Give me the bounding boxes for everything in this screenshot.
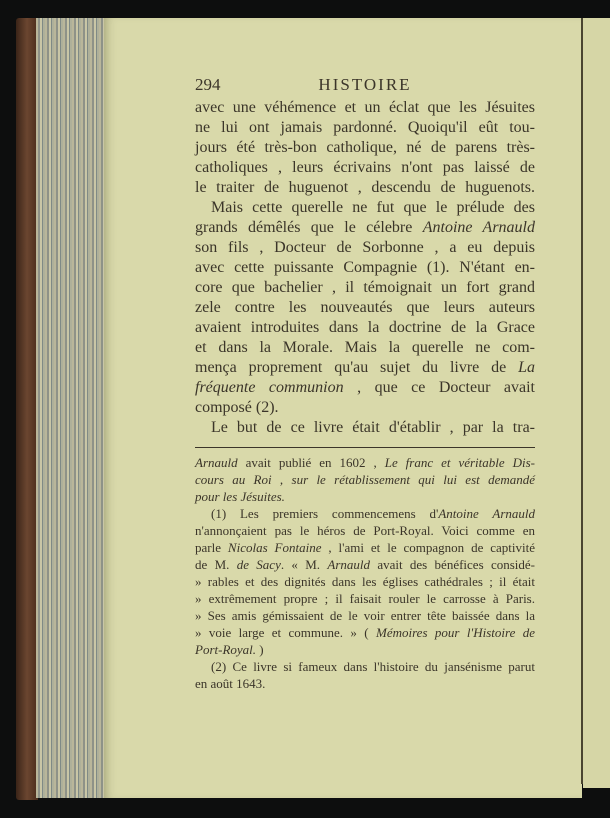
- text-segment: , que ce Docteur avait: [343, 379, 535, 396]
- text-segment: composé (2).: [195, 399, 279, 416]
- text-segment: . « M.: [280, 557, 328, 572]
- text-segment: grands démêlés que le célebre: [195, 219, 423, 236]
- text-line: [195, 418, 535, 438]
- running-title: HISTOIRE: [318, 75, 412, 94]
- text-segment: avec cette puissante Compagnie (1). N'étant en-: [195, 259, 535, 276]
- text-segment: (1) Les premiers commencemens d': [211, 506, 439, 521]
- footnote-line: [195, 505, 535, 522]
- text-segment: de M.: [195, 557, 237, 572]
- footnote-line: [195, 488, 535, 505]
- text-line: [195, 198, 535, 218]
- text-line: [195, 178, 535, 198]
- text-line: [195, 138, 535, 158]
- italic-text: cours au Roi , sur le rétablissement qui lui est demandé: [195, 472, 535, 487]
- italic-text: Mémoires pour l'Histoire de: [376, 625, 535, 640]
- text-line: [195, 278, 535, 298]
- text-segment: ne lui ont jamais pardonné. Quoiqu'il eût tou-: [195, 119, 535, 136]
- text-segment: avaient introduites dans la doctrine de la Grace: [195, 319, 535, 336]
- footnote-line: [195, 522, 535, 539]
- italic-text: Port-Royal.: [195, 642, 257, 657]
- footnote-line: [195, 641, 535, 658]
- footnote-line: [195, 556, 535, 573]
- italic-text: de Sacy: [236, 557, 281, 572]
- footnote-line: [195, 658, 535, 675]
- text-segment: parle: [195, 540, 228, 555]
- text-line: [195, 398, 535, 418]
- text-segment: jours été très-bon catholique, né de parens très-: [195, 139, 535, 156]
- italic-text: Arnauld: [195, 455, 238, 470]
- italic-text: Le franc et véritable Dis-: [384, 455, 536, 470]
- text-segment: » extrêmement propre ; il faisait rouler le carrosse à Paris.: [195, 591, 535, 606]
- text-segment: et dans la Morale. Mais la querelle ne com-: [195, 339, 535, 356]
- text-segment: Le but de ce livre était d'établir , par la tra-: [211, 419, 535, 436]
- text-segment: Mais cette querelle ne fut que le prélude des: [211, 199, 535, 216]
- italic-text: Antoine Arnauld: [422, 219, 536, 236]
- italic-text: Arnauld: [327, 557, 370, 572]
- text-line: [195, 158, 535, 178]
- footnote-line: [195, 624, 535, 641]
- text-line: [195, 298, 535, 318]
- page-number: 294: [195, 75, 221, 94]
- text-segment: zele contre les nouveautés que leurs auteurs: [195, 299, 535, 316]
- footnote-line: [195, 675, 535, 692]
- footnote-line: [195, 607, 535, 624]
- footnote-rule: [195, 447, 535, 448]
- footnote-line: [195, 454, 535, 471]
- text-segment: ): [256, 642, 264, 657]
- text-line: [195, 218, 535, 238]
- italic-text: fréquente communion: [195, 379, 344, 396]
- text-segment: n'annonçaient pas le héros de Port-Royal. Voici comme en: [195, 523, 535, 538]
- italic-text: Nicolas Fontaine: [227, 540, 322, 555]
- text-line: [195, 378, 535, 398]
- footnote-line: [195, 539, 535, 556]
- text-line: [195, 318, 535, 338]
- text-line: [195, 118, 535, 138]
- text-segment: » Ses amis gémissaient de le voir entrer tête baissée dans la: [195, 608, 535, 623]
- text-segment: (2) Ce livre si fameux dans l'histoire du jansénisme parut: [211, 659, 535, 674]
- text-segment: avait des bénéfices considé-: [370, 557, 535, 572]
- page-edges: [36, 18, 106, 798]
- text-line: [195, 238, 535, 258]
- facing-page-sliver: [583, 18, 610, 788]
- italic-text: Antoine Arnauld: [438, 506, 536, 521]
- text-line: [195, 358, 535, 378]
- text-segment: le traiter de huguenot , descendu de huguenots.: [195, 179, 535, 196]
- main-text: [195, 98, 535, 438]
- text-column: [195, 74, 535, 692]
- text-segment: , l'ami et le compagnon de captivité: [321, 540, 536, 555]
- italic-text: pour les Jésuites.: [195, 489, 285, 504]
- text-segment: avec une véhémence et un éclat que les Jésuites: [195, 99, 535, 116]
- text-segment: mença proprement qu'au sujet du livre de: [195, 359, 519, 376]
- text-segment: son fils , Docteur de Sorbonne , a eu depuis: [195, 239, 535, 256]
- page-header: [195, 74, 535, 98]
- italic-text: La: [518, 359, 535, 376]
- footnote-line: [195, 573, 535, 590]
- text-segment: core que bachelier , il témoignait un fort grand: [195, 279, 535, 296]
- text-line: [195, 338, 535, 358]
- footnote-line: [195, 471, 535, 488]
- text-segment: catholiques , leurs écrivains n'ont pas laissé de: [195, 159, 535, 176]
- text-segment: avait publié en 1602 ,: [237, 455, 385, 470]
- text-segment: en août 1643.: [195, 676, 266, 691]
- book-cover-edge: [16, 18, 38, 800]
- text-segment: » voie large et commune. » (: [195, 625, 376, 640]
- text-line: [195, 98, 535, 118]
- footnote-line: [195, 590, 535, 607]
- text-segment: » rables et des dignités dans les églises cathédrales ; il était: [195, 574, 535, 589]
- text-line: [195, 258, 535, 278]
- footnotes: [195, 454, 535, 692]
